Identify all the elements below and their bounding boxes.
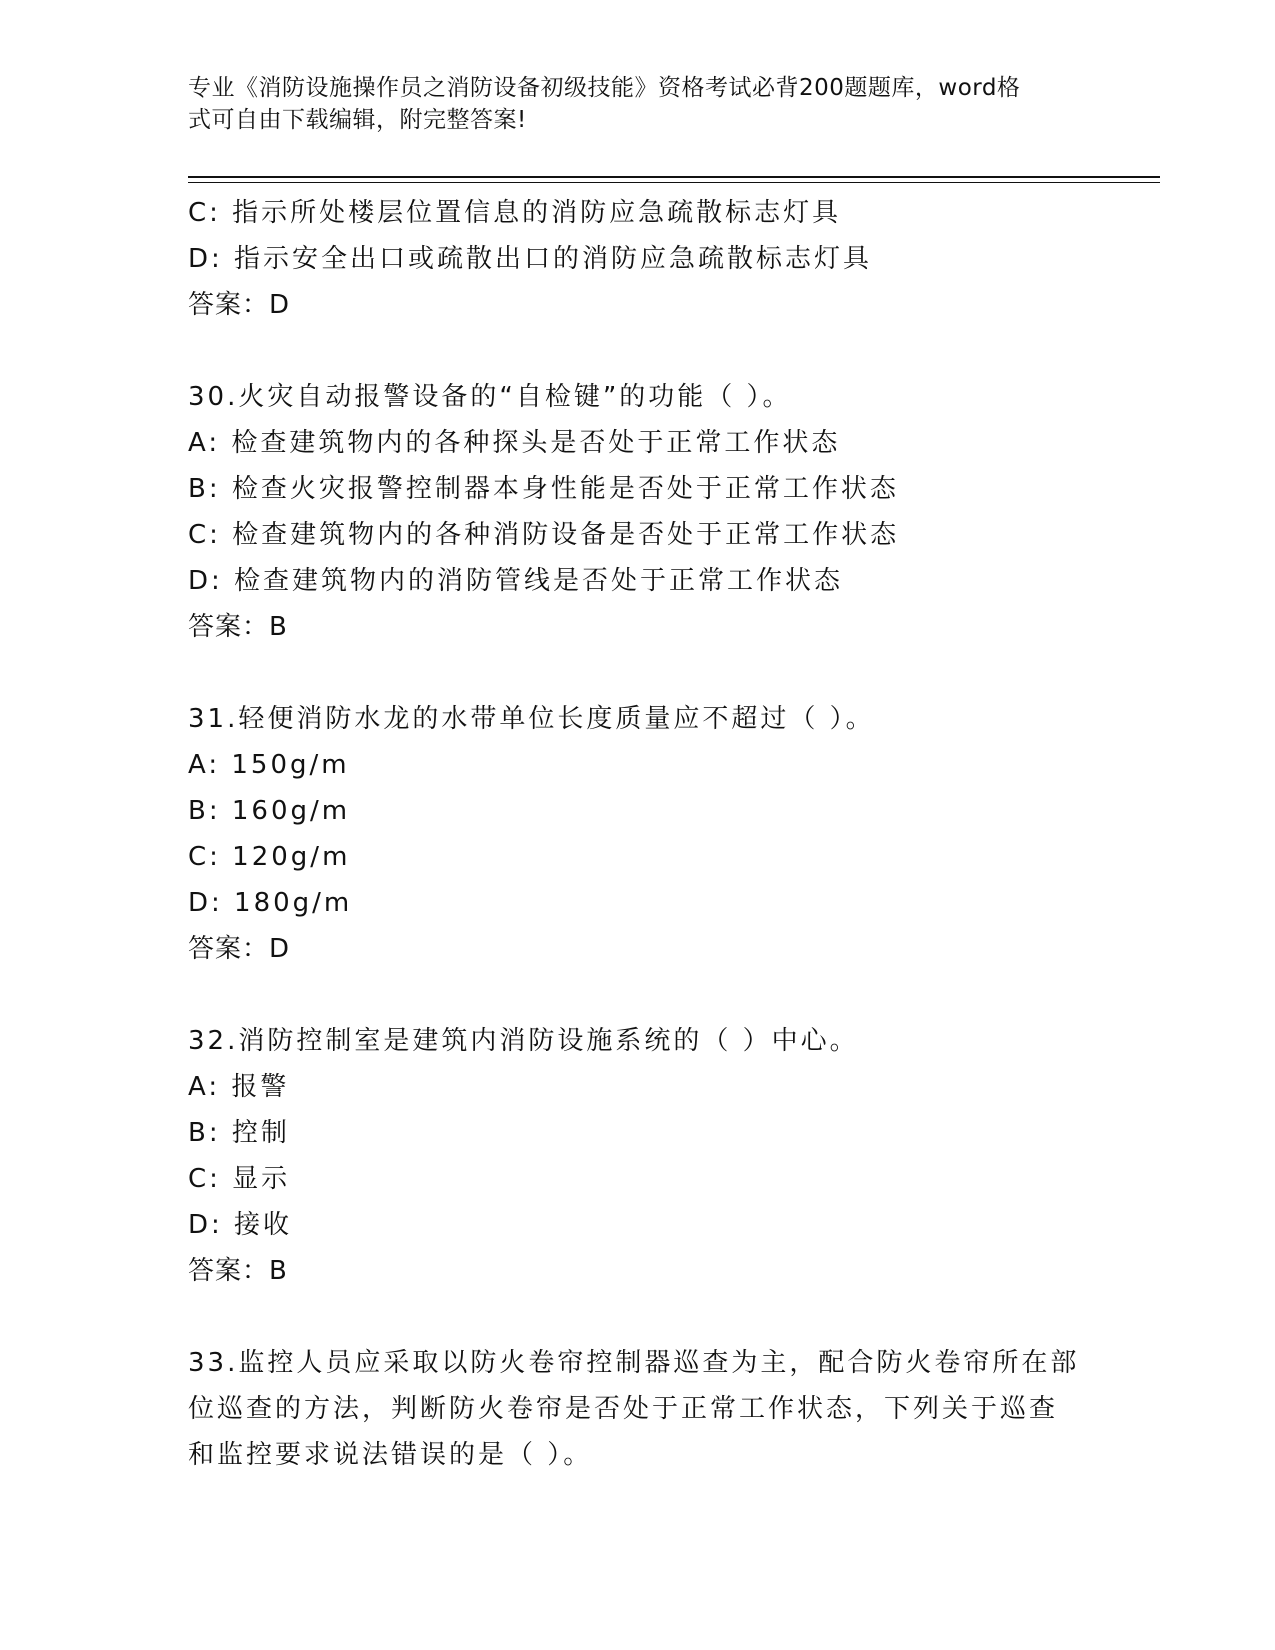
question-30 — [188, 374, 1148, 650]
option-a: A: 报警 — [188, 1072, 290, 1102]
option-a: A: 150g/m — [188, 750, 350, 780]
question-32 — [188, 1018, 1148, 1294]
question-stem-line-1: 33.监控人员应采取以防火卷帘控制器巡查为主，配合防火卷帘所在部 — [188, 1348, 1080, 1378]
option-b: B: 160g/m — [188, 796, 351, 826]
answer-line: 答案：B — [188, 1256, 288, 1286]
header-rule-thin — [188, 182, 1160, 183]
option-d: D: 指示安全出口或疏散出口的消防应急疏散标志灯具 — [188, 244, 873, 274]
option-a: A: 检查建筑物内的各种探头是否处于正常工作状态 — [188, 428, 841, 458]
header-rule-thick — [188, 176, 1160, 178]
question-stem: 30.火灾自动报警设备的“自检键”的功能（ ）。 — [188, 382, 792, 412]
question-stem-line-3: 和监控要求说法错误的是（ ）。 — [188, 1440, 593, 1470]
question-stem: 32.消防控制室是建筑内消防设施系统的（ ）中心。 — [188, 1026, 859, 1056]
header-line-2: 式可自由下载编辑，附完整答案! — [188, 107, 527, 133]
document-body — [188, 190, 1148, 1478]
previous-question-tail — [188, 190, 1148, 328]
spacer — [188, 1294, 1148, 1340]
question-stem-line-2: 位巡查的方法，判断防火卷帘是否处于正常工作状态，下列关于巡查 — [188, 1394, 1059, 1424]
option-b: B: 控制 — [188, 1118, 290, 1148]
answer-line: 答案：D — [188, 934, 291, 964]
option-c: C: 指示所处楼层位置信息的消防应急疏散标志灯具 — [188, 198, 842, 228]
answer-line: 答案：D — [188, 290, 291, 320]
header-line-1: 专业《消防设施操作员之消防设备初级技能》资格考试必背200题题库，word格 — [188, 75, 1021, 101]
option-c: C: 120g/m — [188, 842, 351, 872]
spacer — [188, 972, 1148, 1018]
option-c: C: 显示 — [188, 1164, 291, 1194]
question-31 — [188, 696, 1148, 972]
option-b: B: 检查火灾报警控制器本身性能是否处于正常工作状态 — [188, 474, 899, 504]
document-header — [188, 72, 1088, 136]
answer-line: 答案：B — [188, 612, 288, 642]
spacer — [188, 650, 1148, 696]
option-d: D: 接收 — [188, 1210, 293, 1240]
question-33 — [188, 1340, 1148, 1478]
spacer — [188, 328, 1148, 374]
question-stem: 31.轻便消防水龙的水带单位长度质量应不超过（ ）。 — [188, 704, 875, 734]
option-d: D: 检查建筑物内的消防管线是否处于正常工作状态 — [188, 566, 844, 596]
option-d: D: 180g/m — [188, 888, 353, 918]
option-c: C: 检查建筑物内的各种消防设备是否处于正常工作状态 — [188, 520, 900, 550]
